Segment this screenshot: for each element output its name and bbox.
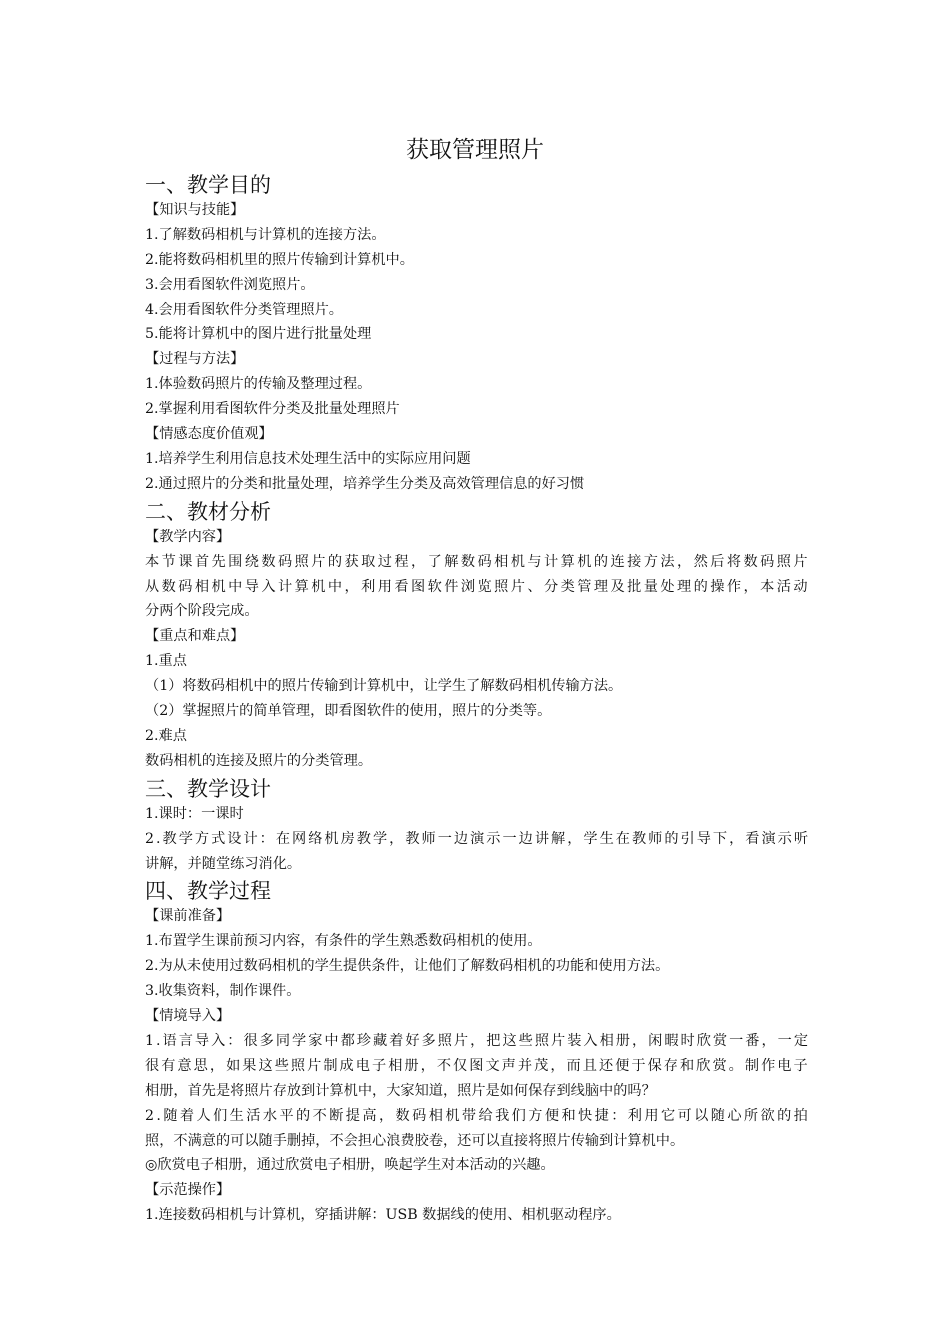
text-line: 讲解，并随堂练习消化。 xyxy=(145,856,302,872)
section-heading: 三、教学设计 xyxy=(145,777,271,801)
document-title: 获取管理照片 xyxy=(406,137,544,163)
text-line: 【课前准备】 xyxy=(145,908,231,924)
text-line: 5.能将计算机中的图片进行批量处理 xyxy=(145,326,372,342)
text-line: 很有意思，如果这些照片制成电子相册，不仅图文声并茂，而且还便于保存和欣赏。制作电子 xyxy=(145,1058,810,1074)
text-line: 本节课首先围绕数码照片的获取过程，了解数码相机与计算机的连接方法，然后将数码照片 xyxy=(145,554,810,570)
text-line: 3.收集资料，制作课件。 xyxy=(145,983,301,999)
text-line: 1.了解数码相机与计算机的连接方法。 xyxy=(145,227,386,243)
text-line: 相册，首先是将照片存放到计算机中，大家知道，照片是如何保存到线脑中的吗？ xyxy=(145,1083,656,1099)
text-line: 2.教学方式设计：在网络机房教学，教师一边演示一边讲解，学生在教师的引导下，看演示听 xyxy=(145,831,811,847)
text-line: 1.课时：一课时 xyxy=(145,806,244,822)
section-heading: 二、教材分析 xyxy=(145,500,271,524)
text-line: 从数码相机中导入计算机中，利用看图软件浏览照片、分类管理及批量处理的操作，本活动 xyxy=(145,579,810,595)
text-line: 照，不满意的可以随手删掉，不会担心浪费胶卷，还可以直接将照片传输到计算机中。 xyxy=(145,1133,685,1149)
text-line: ◎欣赏电子相册，通过欣赏电子相册，唤起学生对本活动的兴趣。 xyxy=(145,1157,555,1173)
text-line: 4.会用看图软件分类管理照片。 xyxy=(145,302,343,318)
text-line: 2.掌握利用看图软件分类及批量处理照片 xyxy=(145,401,400,417)
section-heading: 四、教学过程 xyxy=(145,879,271,903)
text-line: 【示范操作】 xyxy=(145,1182,231,1198)
text-line: 3.会用看图软件浏览照片。 xyxy=(145,277,315,293)
text-line: 【重点和难点】 xyxy=(145,628,245,644)
text-line: 1.培养学生利用信息技术处理生活中的实际应用问题 xyxy=(145,451,471,467)
section-heading: 一、教学目的 xyxy=(145,173,271,197)
text-line: 【教学内容】 xyxy=(145,529,231,545)
text-line: 1.布置学生课前预习内容，有条件的学生熟悉数码相机的使用。 xyxy=(145,933,542,949)
text-line: 2.难点 xyxy=(145,728,187,744)
text-line: 1.体验数码照片的传输及整理过程。 xyxy=(145,376,372,392)
text-line: 1.语言导入：很多同学家中都珍藏着好多照片，把这些照片装入相册，闲暇时欣赏一番，一定 xyxy=(145,1033,811,1049)
text-line: 2.随着人们生活水平的不断提高，数码相机带给我们方便和快捷：利用它可以随心所欲的拍 xyxy=(145,1108,811,1124)
text-line: 【知识与技能】 xyxy=(145,202,245,218)
text-line: 2.通过照片的分类和批量处理，培养学生分类及高效管理信息的好习惯 xyxy=(145,476,585,492)
text-line: 【过程与方法】 xyxy=(145,351,245,367)
text-line: 分两个阶段完成。 xyxy=(145,603,259,619)
text-line: 【情感态度价值观】 xyxy=(145,426,273,442)
text-line: 2.能将数码相机里的照片传输到计算机中。 xyxy=(145,252,414,268)
text-line: 2.为从未使用过数码相机的学生提供条件，让他们了解数码相机的功能和使用方法。 xyxy=(145,958,670,974)
text-line: 【情境导入】 xyxy=(145,1008,231,1024)
text-line: 1.重点 xyxy=(145,653,187,669)
text-line: 数码相机的连接及照片的分类管理。 xyxy=(145,753,373,769)
text-line: （1）将数码相机中的照片传输到计算机中，让学生了解数码相机传输方法。 xyxy=(145,678,623,694)
text-line: 1.连接数码相机与计算机，穿插讲解：USB 数据线的使用、相机驱动程序。 xyxy=(145,1207,621,1223)
text-line: （2）掌握照片的简单管理，即看图软件的使用，照片的分类等。 xyxy=(145,703,552,719)
